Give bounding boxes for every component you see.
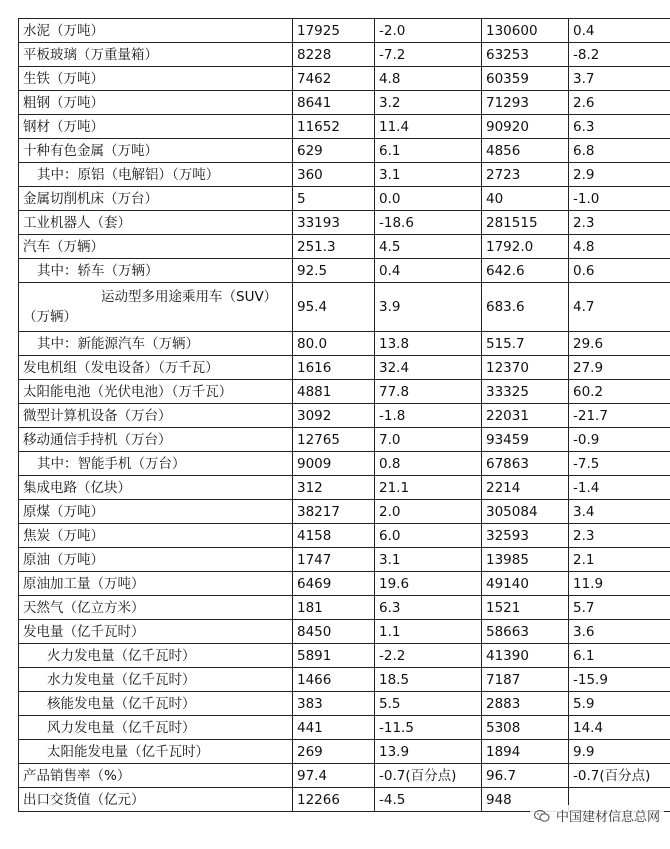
- value-cell: 312: [293, 476, 375, 500]
- value-cell: 5891: [293, 644, 375, 668]
- value-cell: 1894: [482, 740, 569, 764]
- row-label: 其中：原铝（电解铝）（万吨）: [19, 163, 293, 187]
- value-cell: 629: [293, 139, 375, 163]
- table-row: [19, 692, 670, 716]
- value-cell: 0.6: [569, 259, 670, 283]
- value-cell: 12266: [293, 788, 375, 812]
- value-cell: 58663: [482, 620, 569, 644]
- row-label: 工业机器人（套）: [19, 211, 293, 235]
- table-row: [19, 259, 670, 283]
- value-cell: 40: [482, 187, 569, 211]
- value-cell: -2.0: [375, 19, 482, 43]
- value-cell: -0.7(百分点): [569, 764, 670, 788]
- table-row: [19, 644, 670, 668]
- value-cell: 8228: [293, 43, 375, 67]
- table-row: [19, 404, 670, 428]
- value-cell: -7.5: [569, 452, 670, 476]
- value-cell: -7.2: [375, 43, 482, 67]
- value-cell: 5.5: [375, 692, 482, 716]
- value-cell: 181: [293, 596, 375, 620]
- value-cell: 3.6: [569, 620, 670, 644]
- value-cell: 32.4: [375, 356, 482, 380]
- value-cell: -11.5: [375, 716, 482, 740]
- table-row: [19, 716, 670, 740]
- value-cell: 8450: [293, 620, 375, 644]
- value-cell: 269: [293, 740, 375, 764]
- value-cell: 18.5: [375, 668, 482, 692]
- value-cell: 19.6: [375, 572, 482, 596]
- table-row: [19, 524, 670, 548]
- table-row: [19, 764, 670, 788]
- table-row: [19, 19, 670, 43]
- value-cell: 27.9: [569, 356, 670, 380]
- value-cell: 2.1: [569, 548, 670, 572]
- value-cell: 5308: [482, 716, 569, 740]
- table-row: [19, 43, 670, 67]
- table-row: [19, 139, 670, 163]
- value-cell: 77.8: [375, 380, 482, 404]
- table-row: [19, 115, 670, 139]
- value-cell: 3.2: [375, 91, 482, 115]
- industrial-output-table: [18, 18, 670, 812]
- value-cell: 13.9: [375, 740, 482, 764]
- table-row: [19, 67, 670, 91]
- value-cell: 4.8: [375, 67, 482, 91]
- value-cell: 9.9: [569, 740, 670, 764]
- value-cell: 60.2: [569, 380, 670, 404]
- value-cell: -15.9: [569, 668, 670, 692]
- value-cell: 130600: [482, 19, 569, 43]
- value-cell: 29.6: [569, 332, 670, 356]
- value-cell: -8.2: [569, 43, 670, 67]
- table-row: [19, 452, 670, 476]
- value-cell: 6.1: [375, 139, 482, 163]
- value-cell: 2723: [482, 163, 569, 187]
- value-cell: 4.7: [569, 283, 670, 332]
- value-cell: 1.1: [375, 620, 482, 644]
- row-label: 焦炭（万吨）: [19, 524, 293, 548]
- value-cell: -0.9: [569, 428, 670, 452]
- table-row: [19, 572, 670, 596]
- value-cell: -1.4: [569, 476, 670, 500]
- row-label: 原油（万吨）: [19, 548, 293, 572]
- value-cell: 0.4: [375, 259, 482, 283]
- table-row: [19, 476, 670, 500]
- table-row: [19, 548, 670, 572]
- value-cell: 8641: [293, 91, 375, 115]
- value-cell: 4158: [293, 524, 375, 548]
- row-label: 水力发电量（亿千瓦时）: [19, 668, 293, 692]
- value-cell: 33325: [482, 380, 569, 404]
- row-label: 粗钢（万吨）: [19, 91, 293, 115]
- value-cell: 6.0: [375, 524, 482, 548]
- value-cell: 6.8: [569, 139, 670, 163]
- table-row: [19, 740, 670, 764]
- value-cell: -21.7: [569, 404, 670, 428]
- value-cell: -2.2: [375, 644, 482, 668]
- table-row: [19, 620, 670, 644]
- value-cell: 2.6: [569, 91, 670, 115]
- row-label: 产品销售率（%）: [19, 764, 293, 788]
- table-row: [19, 596, 670, 620]
- row-label: 发电量（亿千瓦时）: [19, 620, 293, 644]
- value-cell: 1521: [482, 596, 569, 620]
- row-label: 原煤（万吨）: [19, 500, 293, 524]
- value-cell: 93459: [482, 428, 569, 452]
- table-row: [19, 187, 670, 211]
- value-cell: 14.4: [569, 716, 670, 740]
- row-label: 出口交货值（亿元）: [19, 788, 293, 812]
- row-label: 原油加工量（万吨）: [19, 572, 293, 596]
- value-cell: 95.4: [293, 283, 375, 332]
- value-cell: 17925: [293, 19, 375, 43]
- value-cell: 71293: [482, 91, 569, 115]
- value-cell: 4.5: [375, 235, 482, 259]
- value-cell: 90920: [482, 115, 569, 139]
- table-row: [19, 91, 670, 115]
- value-cell: 67863: [482, 452, 569, 476]
- row-label: 生铁（万吨）: [19, 67, 293, 91]
- value-cell: 0.0: [375, 187, 482, 211]
- value-cell: 1616: [293, 356, 375, 380]
- value-cell: 12370: [482, 356, 569, 380]
- value-cell: 13985: [482, 548, 569, 572]
- row-label: 金属切削机床（万台）: [19, 187, 293, 211]
- value-cell: 7462: [293, 67, 375, 91]
- wechat-icon: [534, 809, 550, 823]
- value-cell: 4881: [293, 380, 375, 404]
- row-label: 水泥（万吨）: [19, 19, 293, 43]
- watermark: [530, 805, 664, 826]
- value-cell: 1466: [293, 668, 375, 692]
- value-cell: 642.6: [482, 259, 569, 283]
- value-cell: 0.8: [375, 452, 482, 476]
- value-cell: 515.7: [482, 332, 569, 356]
- value-cell: 4.8: [569, 235, 670, 259]
- value-cell: 2.3: [569, 524, 670, 548]
- value-cell: -1.0: [569, 187, 670, 211]
- table-row: [19, 428, 670, 452]
- value-cell: 9009: [293, 452, 375, 476]
- row-label: 核能发电量（亿千瓦时）: [19, 692, 293, 716]
- table-row: [19, 356, 670, 380]
- value-cell: 2.3: [569, 211, 670, 235]
- row-label: 太阳能发电量（亿千瓦时）: [19, 740, 293, 764]
- row-label: 钢材（万吨）: [19, 115, 293, 139]
- row-label: 其中：智能手机（万台）: [19, 452, 293, 476]
- value-cell: 3092: [293, 404, 375, 428]
- row-label: 汽车（万辆）: [19, 235, 293, 259]
- value-cell: 3.7: [569, 67, 670, 91]
- value-cell: 1747: [293, 548, 375, 572]
- value-cell: 3.9: [375, 283, 482, 332]
- row-label: 运动型多用途乘用车（SUV）（万辆）: [19, 283, 293, 332]
- value-cell: 7.0: [375, 428, 482, 452]
- value-cell: 92.5: [293, 259, 375, 283]
- value-cell: -0.7(百分点): [375, 764, 482, 788]
- row-label: 其中：轿车（万辆）: [19, 259, 293, 283]
- value-cell: 96.7: [482, 764, 569, 788]
- value-cell: 948: [482, 788, 569, 812]
- watermark-text: 中国建材信息总网: [555, 810, 660, 825]
- value-cell: 251.3: [293, 235, 375, 259]
- table-row: [19, 380, 670, 404]
- value-cell: 305084: [482, 500, 569, 524]
- value-cell: 2883: [482, 692, 569, 716]
- value-cell: 32593: [482, 524, 569, 548]
- value-cell: 2214: [482, 476, 569, 500]
- value-cell: 683.6: [482, 283, 569, 332]
- value-cell: 80.0: [293, 332, 375, 356]
- value-cell: 38217: [293, 500, 375, 524]
- table-row: [19, 668, 670, 692]
- value-cell: 3.1: [375, 548, 482, 572]
- row-label: 风力发电量（亿千瓦时）: [19, 716, 293, 740]
- value-cell: 4856: [482, 139, 569, 163]
- value-cell: 5.7: [569, 596, 670, 620]
- value-cell: 281515: [482, 211, 569, 235]
- row-label: 十种有色金属（万吨）: [19, 139, 293, 163]
- value-cell: 441: [293, 716, 375, 740]
- value-cell: 7187: [482, 668, 569, 692]
- table-row: [19, 235, 670, 259]
- value-cell: 0.4: [569, 19, 670, 43]
- value-cell: 11.9: [569, 572, 670, 596]
- value-cell: 360: [293, 163, 375, 187]
- value-cell: 13.8: [375, 332, 482, 356]
- table-row: [19, 163, 670, 187]
- value-cell: 97.4: [293, 764, 375, 788]
- row-label: 其中：新能源汽车（万辆）: [19, 332, 293, 356]
- value-cell: -1.8: [375, 404, 482, 428]
- row-label: 太阳能电池（光伏电池）（万千瓦）: [19, 380, 293, 404]
- table-row: [19, 211, 670, 235]
- value-cell: 49140: [482, 572, 569, 596]
- row-label: 集成电路（亿块）: [19, 476, 293, 500]
- value-cell: 22031: [482, 404, 569, 428]
- value-cell: 6.1: [569, 644, 670, 668]
- value-cell: 5.9: [569, 692, 670, 716]
- value-cell: 6469: [293, 572, 375, 596]
- value-cell: 6.3: [375, 596, 482, 620]
- value-cell: 33193: [293, 211, 375, 235]
- value-cell: 383: [293, 692, 375, 716]
- value-cell: -18.6: [375, 211, 482, 235]
- row-label: 发电机组（发电设备）（万千瓦）: [19, 356, 293, 380]
- value-cell: 11652: [293, 115, 375, 139]
- value-cell: 63253: [482, 43, 569, 67]
- value-cell: 6.3: [569, 115, 670, 139]
- row-label: 微型计算机设备（万台）: [19, 404, 293, 428]
- value-cell: 12765: [293, 428, 375, 452]
- value-cell: 5: [293, 187, 375, 211]
- value-cell: 1792.0: [482, 235, 569, 259]
- value-cell: 21.1: [375, 476, 482, 500]
- row-label: 火力发电量（亿千瓦时）: [19, 644, 293, 668]
- value-cell: 3.1: [375, 163, 482, 187]
- row-label: 平板玻璃（万重量箱）: [19, 43, 293, 67]
- value-cell: 11.4: [375, 115, 482, 139]
- value-cell: 2.0: [375, 500, 482, 524]
- row-label: 天然气（亿立方米）: [19, 596, 293, 620]
- table-row: [19, 500, 670, 524]
- value-cell: 60359: [482, 67, 569, 91]
- value-cell: 2.9: [569, 163, 670, 187]
- value-cell: 3.4: [569, 500, 670, 524]
- value-cell: 41390: [482, 644, 569, 668]
- table-row: [19, 283, 670, 332]
- table-row: [19, 332, 670, 356]
- value-cell: -4.5: [375, 788, 482, 812]
- row-label: 移动通信手持机（万台）: [19, 428, 293, 452]
